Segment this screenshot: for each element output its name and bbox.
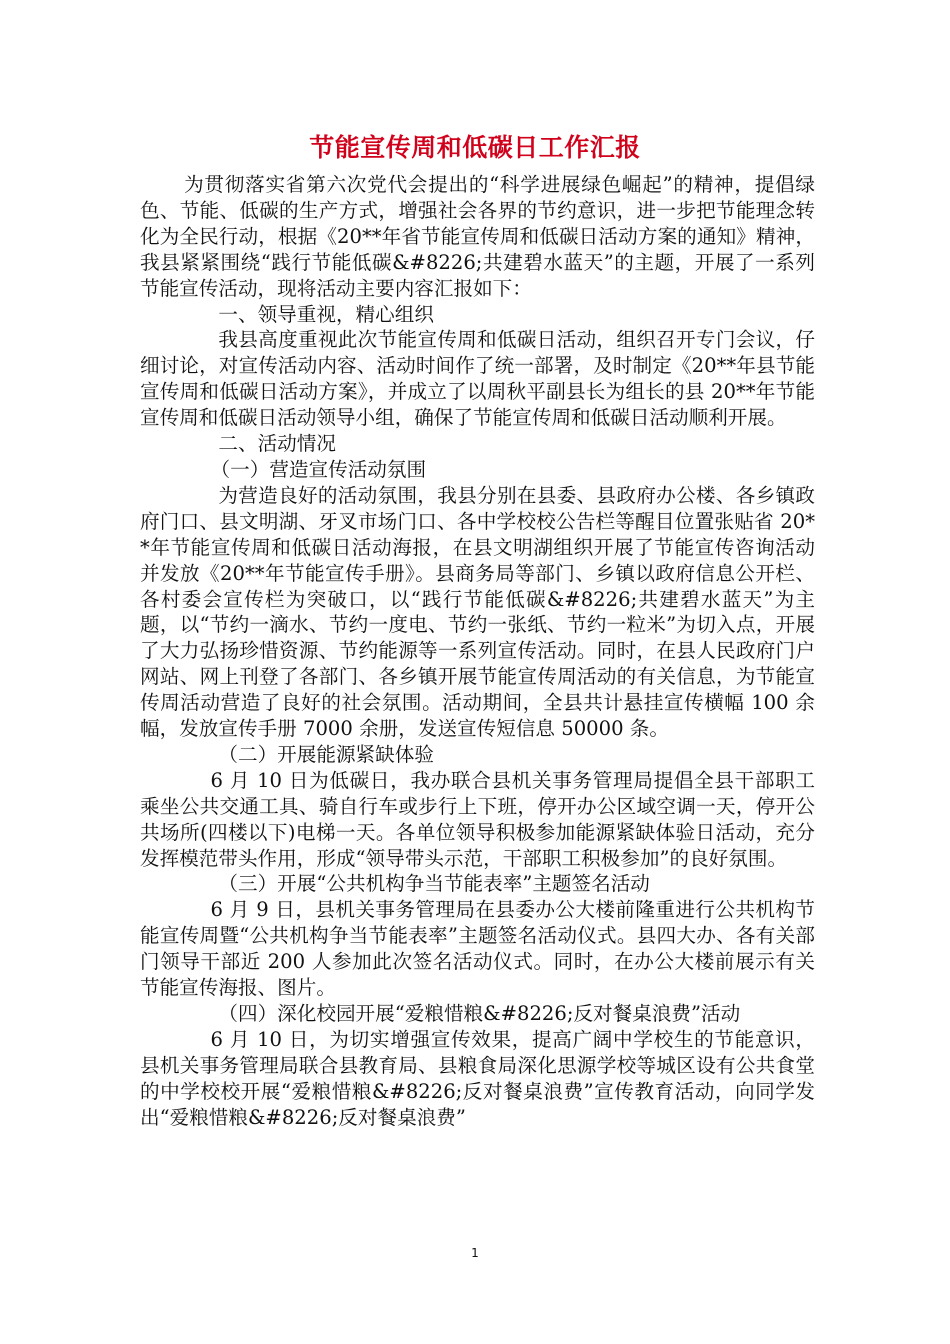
paragraph-energy-shortage: 6 月 10 日为低碳日，我办联合县机关事务管理局提倡全县干部职工乘坐公共交通工具、骑自行车或步行上下班，停开办公区域空调一天，停开公共场所(四楼以下)电梯一天。各单位领导积极参加能源紧缺体验日活动，充分发挥模范带头作用，形成“领导带头示范，干部职工积极参加”的良好氛围。: [140, 768, 815, 870]
paragraph-atmosphere: 为营造良好的活动氛围，我县分别在县委、县政府办公楼、各乡镇政府门口、县文明湖、牙叉市场门口、各中学校校公告栏等醒目位置张贴省 20**年节能宣传周和低碳日活动海报，在县文明湖组织开展了节能宣传咨询活动并发放《20**年节能宣传手册》。县商务局等部门、乡镇以政府信息公开栏、各村委会宣传栏为突破口，以“践行节能低碳&#8226;共建碧水蓝天”为主题，以“节约一滴水、节约一度电、节约一张纸、节约一粒米”为切入点，开展了大力弘扬珍惜资源、节约能源等一系列宣传活动。同时，在县人民政府门户网站、网上刊登了各部门、各乡镇开展节能宣传周活动的有关信息，为节能宣传周活动营造了良好的社会氛围。活动期间，全县共计悬挂宣传横幅 100 余幅，发放宣传手册 7000 余册，发送宣传短信息 50000 条。: [140, 483, 815, 741]
paragraph-signature-event: 6 月 9 日，县机关事务管理局在县委办公大楼前隆重进行公共机构节能宣传周暨“公共机构争当节能表率”主题签名活动仪式。县四大办、各有关部门领导干部近 200 人参加此次签名活动仪式。同时，在办公大楼前展示有关节能宣传海报、图片。: [140, 898, 815, 1000]
paragraph-campus: 6 月 10 日，为切实增强宣传效果，提高广阔中学校生的节能意识，县机关事务管理局联合县教育局、县粮食局深化思源学校等城区设有公共食堂的中学校校开展“爱粮惜粮&#8226;反对餐桌浪费”宣传教育活动，向同学发出“爱粮惜粮&#8226;反对餐桌浪费”: [140, 1027, 815, 1129]
subsection-heading-1: （一）营造宣传活动氛围: [210, 457, 427, 481]
subsection-heading-2: （二）开展能源紧缺体验: [218, 742, 434, 766]
paragraph-leadership: 我县高度重视此次节能宣传周和低碳日活动，组织召开专门会议，仔细讨论，对宣传活动内容、活动时间作了统一部署，及时制定《20**年县节能宣传周和低碳日活动方案》，并成立了以周秋平副县长为组长的县 20**年节能宣传周和低碳日活动领导小组，确保了节能宣传周和低碳日活动顺利开展。: [140, 328, 815, 430]
subsection-heading-4: （四）深化校园开展“爱粮惜粮&#8226;反对餐桌浪费”活动: [218, 1002, 741, 1025]
document-title: 节能宣传周和低碳日工作汇报: [309, 133, 641, 162]
page-number: 1: [471, 1246, 479, 1260]
intro-paragraph: 为贯彻落实省第六次党代会提出的“科学进展绿色崛起”的精神，提倡绿色、节能、低碳的生产方式，增强社会各界的节约意识，进一步把节能理念转化为全民行动，根据《20**年省节能宣传周和低碳日活动方案的通知》精神，我县紧紧围绕“践行节能低碳&#8226;共建碧水蓝天”的主题，开展了一系列节能宣传活动，现将活动主要内容汇报如下：: [140, 173, 815, 300]
section-heading-2: 二、活动情况: [218, 432, 336, 456]
subsection-heading-3: （三）开展“公共机构争当节能表率”主题签名活动: [218, 872, 650, 896]
section-heading-1: 一、领导重视，精心组织: [218, 302, 434, 326]
document-body: [140, 172, 815, 1131]
